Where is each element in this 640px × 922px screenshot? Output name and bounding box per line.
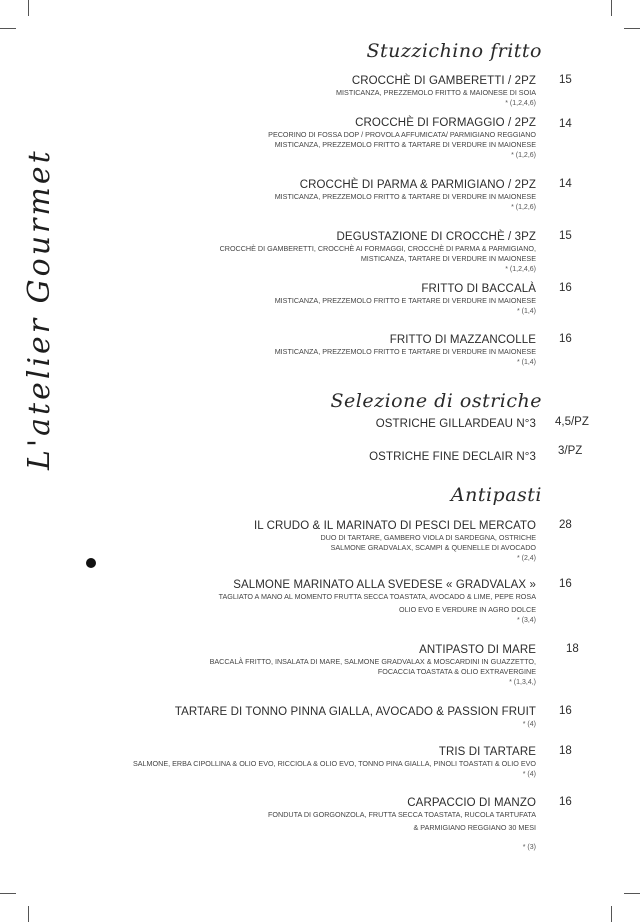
item-price: 14 <box>559 178 572 190</box>
item-price: 16 <box>559 705 572 717</box>
menu-item <box>268 116 536 161</box>
item-name: TARTARE DI TONNO PINNA GIALLA, AVOCADO & PASSION FRUIT <box>174 706 536 718</box>
item-name: CARPACCIO DI MANZO <box>407 797 536 809</box>
item-allergen: * (2,4) <box>516 555 536 562</box>
item-price: 15 <box>559 74 572 86</box>
item-desc: & PARMIGIANO REGGIANO 30 MESI <box>413 823 536 832</box>
item-desc: MISTICANZA, PREZZEMOLO FRITTO E TARTARE DI VERDURE IN MAIONESE <box>274 347 536 356</box>
menu-item <box>275 282 536 317</box>
item-desc: MISTICANZA, PREZZEMOLO FRITTO & TARTARE DI VERDURE IN MAIONESE <box>274 140 536 149</box>
section-title-stuzzichino: Stuzzichino fritto <box>366 40 542 62</box>
menu-item <box>133 745 536 780</box>
item-price: 28 <box>559 519 572 531</box>
item-desc: BACCALÀ FRITTO, INSALATA DI MARE, SALMONE GRADVALAX & MOSCARDINI IN GUAZZETTO, <box>209 657 536 666</box>
item-name: FRITTO DI BACCALÀ <box>421 283 536 295</box>
item-allergen: * (1,4) <box>516 359 536 366</box>
section-title-ostriche: Selezione di ostriche <box>330 390 542 412</box>
item-allergen: * (1,4) <box>516 308 536 315</box>
item-desc: TAGLIATO A MANO AL MOMENTO FRUTTA SECCA TOASTATA, AVOCADO & LIME, PEPE ROSA <box>218 592 536 601</box>
menu-item <box>268 796 536 853</box>
item-name: TRIS DI TARTARE <box>438 746 536 758</box>
item-allergen: * (1,3,4,) <box>509 679 536 686</box>
crop-mark <box>624 893 640 894</box>
item-price: 3/PZ <box>558 445 583 457</box>
item-price: 14 <box>559 118 572 130</box>
item-desc: PECORINO DI FOSSA DOP / PROVOLA AFFUMICATA/ PARMIGIANO REGGIANO <box>268 130 536 139</box>
item-price: 18 <box>559 745 572 757</box>
menu-item <box>369 450 536 464</box>
item-allergen: * (1,2,6) <box>511 204 536 211</box>
item-allergen: * (3) <box>522 844 536 851</box>
item-allergen: * (3,4) <box>516 617 536 624</box>
item-allergen: * (4) <box>522 771 536 778</box>
crop-mark <box>611 906 612 922</box>
item-desc: DUO DI TARTARE, GAMBERO VIOLA DI SARDEGNA, OSTRICHE <box>320 533 536 542</box>
crop-mark <box>0 893 16 894</box>
item-desc: SALMONE, ERBA CIPOLLINA & OLIO EVO, RICCIOLA & OLIO EVO, TONNO PINA GIALLA, PINOLI TOASTATI & OLIO EVO <box>132 759 536 768</box>
crop-mark <box>624 28 640 29</box>
item-desc: FOCACCIA TOASTATA & OLIO EXTRAVERGINE <box>377 667 536 676</box>
item-name: CROCCHÈ DI PARMA & PARMIGIANO / 2PZ <box>299 179 536 191</box>
bullet-dot-icon <box>86 558 96 568</box>
item-price: 4,5/PZ <box>555 416 589 428</box>
menu-item <box>210 643 536 688</box>
item-price: 16 <box>559 282 572 294</box>
item-name: OSTRICHE FINE DECLAIR N°3 <box>369 451 536 463</box>
item-name: ANTIPASTO DI MARE <box>419 644 536 656</box>
menu-item <box>219 578 536 626</box>
item-name: CROCCHÈ DI FORMAGGIO / 2PZ <box>355 117 536 129</box>
menu-item <box>220 230 536 275</box>
item-price: 16 <box>559 578 572 590</box>
menu-item <box>275 178 536 213</box>
item-name: IL CRUDO & IL MARINATO DI PESCI DEL MERCATO <box>253 520 536 532</box>
menu-item <box>175 705 536 730</box>
item-desc: CROCCHÈ DI GAMBERETTI, CROCCHÈ AI FORMAGGI, CROCCHÈ DI PARMA & PARMIGIANO, <box>219 244 536 253</box>
item-allergen: * (1,2,4,6) <box>505 266 536 273</box>
item-desc: SALMONE GRADVALAX, SCAMPI & QUENELLE DI AVOCADO <box>330 543 536 552</box>
item-desc: MISTICANZA, TARTARE DI VERDURE IN MAIONESE <box>360 254 536 263</box>
item-desc: MISTICANZA, PREZZEMOLO FRITTO & TARTARE DI VERDURE IN MAIONESE <box>274 192 536 201</box>
item-desc: FONDUTA DI GORGONZOLA, FRUTTA SECCA TOASTATA, RUCOLA TARTUFATA <box>268 810 536 819</box>
item-price: 16 <box>559 333 572 345</box>
item-desc: MISTICANZA, PREZZEMOLO FRITTO E TARTARE DI VERDURE IN MAIONESE <box>274 296 536 305</box>
item-price: 16 <box>559 796 572 808</box>
item-allergen: * (1,2,4,6) <box>505 100 536 107</box>
menu-item <box>275 333 536 368</box>
item-name: SALMONE MARINATO ALLA SVEDESE « GRADVALAX » <box>233 579 536 591</box>
item-name: DEGUSTAZIONE DI CROCCHÈ / 3PZ <box>336 231 536 243</box>
item-allergen: * (4) <box>522 721 536 728</box>
item-price: 15 <box>559 230 572 242</box>
crop-mark <box>0 28 16 29</box>
item-name: FRITTO DI MAZZANCOLLE <box>389 334 536 346</box>
menu-item <box>336 74 536 109</box>
item-allergen: * (1,2,6) <box>511 152 536 159</box>
item-name: CROCCHÈ DI GAMBERETTI / 2PZ <box>351 75 536 87</box>
item-desc: OLIO EVO E VERDURE IN AGRO DOLCE <box>399 605 536 614</box>
crop-mark <box>611 0 612 16</box>
section-title-antipasti: Antipasti <box>450 484 542 506</box>
menu-item <box>254 519 536 564</box>
crop-mark <box>28 906 29 922</box>
menu-item <box>376 417 536 431</box>
crop-mark <box>28 0 29 16</box>
item-name: OSTRICHE GILLARDEAU N°3 <box>375 418 536 430</box>
item-price: 18 <box>566 643 579 655</box>
item-desc: MISTICANZA, PREZZEMOLO FRITTO & MAIONESE DI SOIA <box>336 88 536 97</box>
side-title: L'atelier Gourmet <box>22 148 57 470</box>
